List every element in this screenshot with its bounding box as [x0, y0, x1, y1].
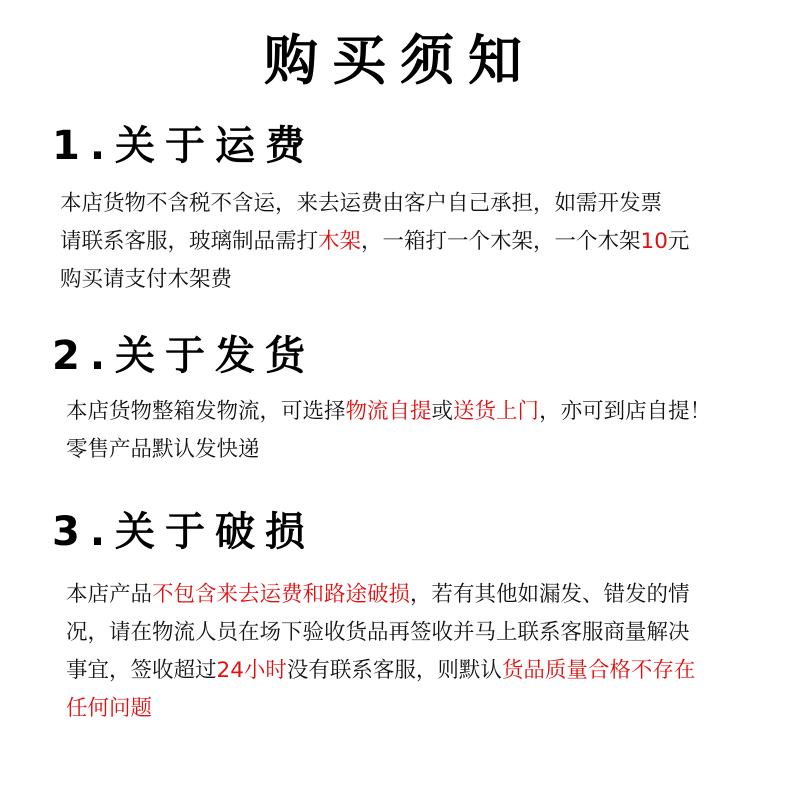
section-3-line: [66, 652, 695, 690]
body-text: 元: [667, 229, 690, 254]
page-title: 购买须知: [264, 29, 536, 92]
body-text: 本店货物整箱发物流，可选择: [66, 399, 346, 424]
highlight-text: 物流自提: [345, 399, 432, 424]
section-1-line: [60, 223, 689, 261]
highlight-text: 货品质量合格不存在: [501, 658, 696, 683]
body-text: 况，请在物流人员在场下验收货品再签收并马上联系客服商量解决: [66, 620, 690, 645]
section-1-heading: 1.关于运费: [52, 123, 316, 169]
section-2-heading: 2.关于发货: [52, 333, 316, 379]
body-text: ，一箱打一个木架，一个木架: [361, 229, 641, 254]
highlight-text: 任何问题: [66, 696, 153, 721]
body-text: 没有联系客服，则默认: [286, 658, 502, 683]
highlight-text: 送货上门: [453, 399, 540, 424]
highlight-text: 不包含来去运费和路途破损: [152, 582, 411, 607]
highlight-text: 10: [640, 229, 668, 254]
section-2-body: [66, 393, 711, 469]
body-text: 购买请支付木架费: [60, 267, 233, 292]
highlight-text: 24小时: [216, 658, 287, 683]
highlight-text: 木架: [318, 229, 362, 254]
section-3-line: [66, 614, 695, 652]
section-1-body: [60, 185, 689, 299]
body-text: 本店货物不含税不含运，来去运费由客户自己承担，如需开发票: [60, 191, 663, 216]
section-1-line: [60, 261, 689, 299]
section-3-body: [66, 576, 695, 728]
section-3-line: [66, 576, 695, 614]
body-text: 请联系客服，玻璃制品需打: [60, 229, 319, 254]
body-text: 本店产品: [66, 582, 153, 607]
body-text: 或: [431, 399, 454, 424]
body-text: ，亦可到店自提！: [539, 399, 712, 424]
section-1-line: [60, 185, 689, 223]
section-2-line: [66, 393, 711, 431]
body-text: ，若有其他如漏发、错发的情: [410, 582, 690, 607]
section-3-line: [66, 690, 695, 728]
body-text: 零售产品默认发快递: [66, 437, 260, 462]
section-2-line: [66, 431, 711, 469]
section-3-heading: 3.关于破损: [52, 509, 316, 555]
body-text: 事宜，签收超过: [66, 658, 217, 683]
